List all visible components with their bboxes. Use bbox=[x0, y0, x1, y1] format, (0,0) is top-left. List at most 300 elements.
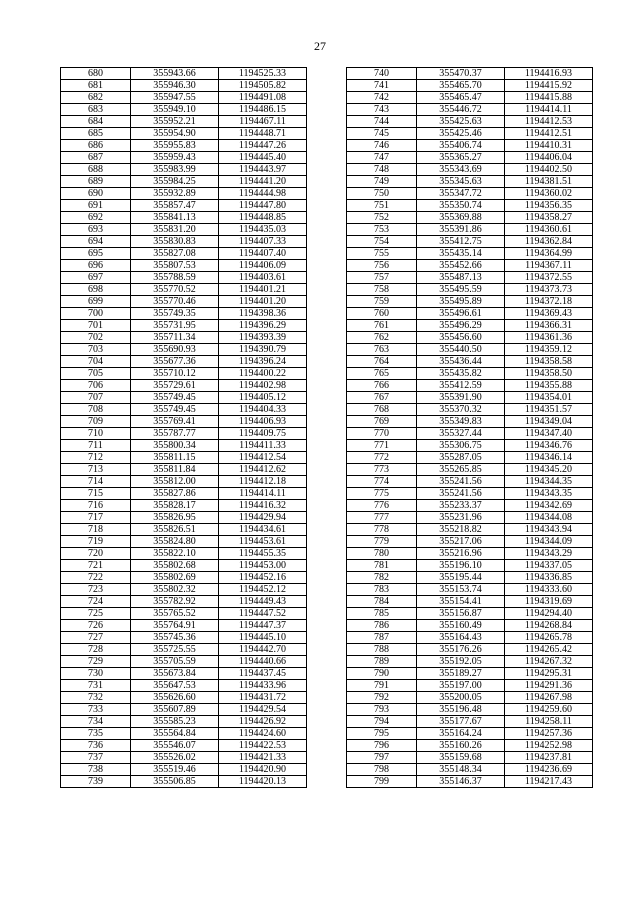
y-coordinate-cell: 1194358.27 bbox=[505, 212, 593, 224]
x-coordinate-cell: 355506.85 bbox=[131, 776, 219, 788]
y-coordinate-cell: 1194343.94 bbox=[505, 524, 593, 536]
x-coordinate-cell: 355519.46 bbox=[131, 764, 219, 776]
y-coordinate-cell: 1194346.76 bbox=[505, 440, 593, 452]
y-coordinate-cell: 1194265.42 bbox=[505, 644, 593, 656]
point-number-cell: 764 bbox=[347, 356, 417, 368]
point-number-cell: 791 bbox=[347, 680, 417, 692]
y-coordinate-cell: 1194406.09 bbox=[219, 260, 307, 272]
y-coordinate-cell: 1194360.61 bbox=[505, 224, 593, 236]
table-row bbox=[61, 284, 307, 296]
point-number-cell: 768 bbox=[347, 404, 417, 416]
y-coordinate-cell: 1194404.33 bbox=[219, 404, 307, 416]
y-coordinate-cell: 1194361.36 bbox=[505, 332, 593, 344]
point-number-cell: 735 bbox=[61, 728, 131, 740]
x-coordinate-cell: 355585.23 bbox=[131, 716, 219, 728]
table-row bbox=[61, 428, 307, 440]
x-coordinate-cell: 355470.37 bbox=[417, 68, 505, 80]
point-number-cell: 696 bbox=[61, 260, 131, 272]
point-number-cell: 713 bbox=[61, 464, 131, 476]
x-coordinate-cell: 355241.56 bbox=[417, 476, 505, 488]
x-coordinate-cell: 355831.20 bbox=[131, 224, 219, 236]
x-coordinate-cell: 355349.83 bbox=[417, 416, 505, 428]
table-row bbox=[61, 752, 307, 764]
table-row bbox=[61, 632, 307, 644]
point-number-cell: 686 bbox=[61, 140, 131, 152]
y-coordinate-cell: 1194443.97 bbox=[219, 164, 307, 176]
y-coordinate-cell: 1194400.22 bbox=[219, 368, 307, 380]
point-number-cell: 792 bbox=[347, 692, 417, 704]
x-coordinate-cell: 355425.63 bbox=[417, 116, 505, 128]
y-coordinate-cell: 1194372.55 bbox=[505, 272, 593, 284]
y-coordinate-cell: 1194369.43 bbox=[505, 308, 593, 320]
point-number-cell: 702 bbox=[61, 332, 131, 344]
point-number-cell: 750 bbox=[347, 188, 417, 200]
table-row bbox=[347, 536, 593, 548]
y-coordinate-cell: 1194405.12 bbox=[219, 392, 307, 404]
y-coordinate-cell: 1194415.88 bbox=[505, 92, 593, 104]
point-number-cell: 749 bbox=[347, 176, 417, 188]
y-coordinate-cell: 1194434.61 bbox=[219, 524, 307, 536]
point-number-cell: 719 bbox=[61, 536, 131, 548]
x-coordinate-cell: 355159.68 bbox=[417, 752, 505, 764]
table-row bbox=[347, 548, 593, 560]
table-row bbox=[61, 128, 307, 140]
table-row bbox=[61, 356, 307, 368]
table-row bbox=[347, 428, 593, 440]
table-row bbox=[347, 488, 593, 500]
y-coordinate-cell: 1194398.36 bbox=[219, 308, 307, 320]
table-row bbox=[61, 392, 307, 404]
table-row bbox=[347, 524, 593, 536]
point-number-cell: 708 bbox=[61, 404, 131, 416]
table-row bbox=[347, 392, 593, 404]
x-coordinate-cell: 355231.96 bbox=[417, 512, 505, 524]
x-coordinate-cell: 355811.84 bbox=[131, 464, 219, 476]
table-row bbox=[347, 512, 593, 524]
x-coordinate-cell: 355946.30 bbox=[131, 80, 219, 92]
x-coordinate-cell: 355745.36 bbox=[131, 632, 219, 644]
x-coordinate-cell: 355241.56 bbox=[417, 488, 505, 500]
point-number-cell: 745 bbox=[347, 128, 417, 140]
table-row bbox=[61, 488, 307, 500]
x-coordinate-cell: 355729.61 bbox=[131, 380, 219, 392]
x-coordinate-cell: 355828.17 bbox=[131, 500, 219, 512]
y-coordinate-cell: 1194407.33 bbox=[219, 236, 307, 248]
table-row bbox=[61, 740, 307, 752]
table-row bbox=[61, 188, 307, 200]
point-number-cell: 689 bbox=[61, 176, 131, 188]
y-coordinate-cell: 1194351.57 bbox=[505, 404, 593, 416]
x-coordinate-cell: 355496.29 bbox=[417, 320, 505, 332]
table-row bbox=[347, 764, 593, 776]
y-coordinate-cell: 1194359.12 bbox=[505, 344, 593, 356]
table-row bbox=[61, 596, 307, 608]
x-coordinate-cell: 355164.43 bbox=[417, 632, 505, 644]
table-row bbox=[61, 608, 307, 620]
table-row bbox=[61, 380, 307, 392]
table-row bbox=[347, 68, 593, 80]
point-number-cell: 785 bbox=[347, 608, 417, 620]
point-number-cell: 777 bbox=[347, 512, 417, 524]
x-coordinate-cell: 355347.72 bbox=[417, 188, 505, 200]
x-coordinate-cell: 355749.45 bbox=[131, 404, 219, 416]
x-coordinate-cell: 355196.48 bbox=[417, 704, 505, 716]
point-number-cell: 773 bbox=[347, 464, 417, 476]
table-row bbox=[347, 452, 593, 464]
table-row bbox=[61, 236, 307, 248]
point-number-cell: 712 bbox=[61, 452, 131, 464]
table-row bbox=[347, 332, 593, 344]
table-row bbox=[61, 728, 307, 740]
point-number-cell: 727 bbox=[61, 632, 131, 644]
table-row bbox=[61, 92, 307, 104]
x-coordinate-cell: 355452.66 bbox=[417, 260, 505, 272]
x-coordinate-cell: 355350.74 bbox=[417, 200, 505, 212]
x-coordinate-cell: 355406.74 bbox=[417, 140, 505, 152]
x-coordinate-cell: 355765.52 bbox=[131, 608, 219, 620]
x-coordinate-cell: 355412.75 bbox=[417, 236, 505, 248]
table-row bbox=[61, 716, 307, 728]
table-row bbox=[61, 776, 307, 788]
point-number-cell: 760 bbox=[347, 308, 417, 320]
y-coordinate-cell: 1194414.11 bbox=[219, 488, 307, 500]
x-coordinate-cell: 355306.75 bbox=[417, 440, 505, 452]
point-number-cell: 753 bbox=[347, 224, 417, 236]
point-number-cell: 700 bbox=[61, 308, 131, 320]
y-coordinate-cell: 1194437.45 bbox=[219, 668, 307, 680]
y-coordinate-cell: 1194346.14 bbox=[505, 452, 593, 464]
point-number-cell: 762 bbox=[347, 332, 417, 344]
y-coordinate-cell: 1194345.20 bbox=[505, 464, 593, 476]
point-number-cell: 754 bbox=[347, 236, 417, 248]
y-coordinate-cell: 1194236.69 bbox=[505, 764, 593, 776]
point-number-cell: 681 bbox=[61, 80, 131, 92]
table-row bbox=[61, 80, 307, 92]
x-coordinate-cell: 355788.59 bbox=[131, 272, 219, 284]
y-coordinate-cell: 1194267.98 bbox=[505, 692, 593, 704]
point-number-cell: 743 bbox=[347, 104, 417, 116]
point-number-cell: 763 bbox=[347, 344, 417, 356]
y-coordinate-cell: 1194342.69 bbox=[505, 500, 593, 512]
point-number-cell: 729 bbox=[61, 656, 131, 668]
y-coordinate-cell: 1194467.11 bbox=[219, 116, 307, 128]
y-coordinate-cell: 1194356.35 bbox=[505, 200, 593, 212]
point-number-cell: 744 bbox=[347, 116, 417, 128]
table-row bbox=[347, 560, 593, 572]
y-coordinate-cell: 1194447.26 bbox=[219, 140, 307, 152]
y-coordinate-cell: 1194366.31 bbox=[505, 320, 593, 332]
point-number-cell: 784 bbox=[347, 596, 417, 608]
table-row bbox=[347, 236, 593, 248]
point-number-cell: 778 bbox=[347, 524, 417, 536]
y-coordinate-cell: 1194444.98 bbox=[219, 188, 307, 200]
y-coordinate-cell: 1194422.53 bbox=[219, 740, 307, 752]
x-coordinate-cell: 355770.52 bbox=[131, 284, 219, 296]
point-number-cell: 787 bbox=[347, 632, 417, 644]
x-coordinate-cell: 355802.69 bbox=[131, 572, 219, 584]
y-coordinate-cell: 1194294.40 bbox=[505, 608, 593, 620]
point-number-cell: 751 bbox=[347, 200, 417, 212]
point-number-cell: 790 bbox=[347, 668, 417, 680]
point-number-cell: 748 bbox=[347, 164, 417, 176]
table-row bbox=[347, 320, 593, 332]
table-row bbox=[347, 728, 593, 740]
table-row bbox=[61, 104, 307, 116]
table-row bbox=[347, 344, 593, 356]
x-coordinate-cell: 355495.89 bbox=[417, 296, 505, 308]
x-coordinate-cell: 355949.10 bbox=[131, 104, 219, 116]
x-coordinate-cell: 355841.13 bbox=[131, 212, 219, 224]
x-coordinate-cell: 355955.83 bbox=[131, 140, 219, 152]
y-coordinate-cell: 1194344.35 bbox=[505, 476, 593, 488]
x-coordinate-cell: 355192.05 bbox=[417, 656, 505, 668]
table-row bbox=[347, 464, 593, 476]
point-number-cell: 794 bbox=[347, 716, 417, 728]
x-coordinate-cell: 355345.63 bbox=[417, 176, 505, 188]
x-coordinate-cell: 355176.26 bbox=[417, 644, 505, 656]
y-coordinate-cell: 1194414.11 bbox=[505, 104, 593, 116]
table-row bbox=[61, 548, 307, 560]
table-row bbox=[61, 764, 307, 776]
y-coordinate-cell: 1194449.43 bbox=[219, 596, 307, 608]
x-coordinate-cell: 355769.41 bbox=[131, 416, 219, 428]
y-coordinate-cell: 1194257.36 bbox=[505, 728, 593, 740]
x-coordinate-cell: 355217.06 bbox=[417, 536, 505, 548]
point-number-cell: 739 bbox=[61, 776, 131, 788]
x-coordinate-cell: 355943.66 bbox=[131, 68, 219, 80]
point-number-cell: 770 bbox=[347, 428, 417, 440]
x-coordinate-cell: 355770.46 bbox=[131, 296, 219, 308]
table-row bbox=[347, 620, 593, 632]
y-coordinate-cell: 1194453.00 bbox=[219, 560, 307, 572]
y-coordinate-cell: 1194411.33 bbox=[219, 440, 307, 452]
y-coordinate-cell: 1194445.10 bbox=[219, 632, 307, 644]
y-coordinate-cell: 1194258.11 bbox=[505, 716, 593, 728]
point-number-cell: 772 bbox=[347, 452, 417, 464]
table-row bbox=[347, 92, 593, 104]
table-row bbox=[61, 164, 307, 176]
point-number-cell: 684 bbox=[61, 116, 131, 128]
y-coordinate-cell: 1194259.60 bbox=[505, 704, 593, 716]
table-row bbox=[61, 536, 307, 548]
y-coordinate-cell: 1194447.80 bbox=[219, 200, 307, 212]
y-coordinate-cell: 1194410.31 bbox=[505, 140, 593, 152]
table-row bbox=[61, 500, 307, 512]
point-number-cell: 747 bbox=[347, 152, 417, 164]
table-row bbox=[61, 680, 307, 692]
point-number-cell: 788 bbox=[347, 644, 417, 656]
y-coordinate-cell: 1194354.01 bbox=[505, 392, 593, 404]
point-number-cell: 682 bbox=[61, 92, 131, 104]
table-row bbox=[347, 476, 593, 488]
y-coordinate-cell: 1194343.29 bbox=[505, 548, 593, 560]
point-number-cell: 755 bbox=[347, 248, 417, 260]
y-coordinate-cell: 1194455.35 bbox=[219, 548, 307, 560]
table-row bbox=[61, 440, 307, 452]
point-number-cell: 798 bbox=[347, 764, 417, 776]
point-number-cell: 698 bbox=[61, 284, 131, 296]
x-coordinate-cell: 355564.84 bbox=[131, 728, 219, 740]
point-number-cell: 728 bbox=[61, 644, 131, 656]
y-coordinate-cell: 1194367.11 bbox=[505, 260, 593, 272]
table-row bbox=[347, 680, 593, 692]
x-coordinate-cell: 355456.60 bbox=[417, 332, 505, 344]
y-coordinate-cell: 1194412.54 bbox=[219, 452, 307, 464]
table-row bbox=[61, 560, 307, 572]
x-coordinate-cell: 355195.44 bbox=[417, 572, 505, 584]
y-coordinate-cell: 1194401.21 bbox=[219, 284, 307, 296]
point-number-cell: 757 bbox=[347, 272, 417, 284]
y-coordinate-cell: 1194420.13 bbox=[219, 776, 307, 788]
table-row bbox=[347, 368, 593, 380]
table-row bbox=[61, 572, 307, 584]
point-number-cell: 796 bbox=[347, 740, 417, 752]
point-number-cell: 725 bbox=[61, 608, 131, 620]
y-coordinate-cell: 1194406.93 bbox=[219, 416, 307, 428]
table-row bbox=[347, 584, 593, 596]
x-coordinate-cell: 355607.89 bbox=[131, 704, 219, 716]
y-coordinate-cell: 1194360.02 bbox=[505, 188, 593, 200]
x-coordinate-cell: 355526.02 bbox=[131, 752, 219, 764]
x-coordinate-cell: 355164.24 bbox=[417, 728, 505, 740]
coordinates-table-right-body bbox=[347, 68, 593, 788]
y-coordinate-cell: 1194401.20 bbox=[219, 296, 307, 308]
table-row bbox=[347, 224, 593, 236]
y-coordinate-cell: 1194452.12 bbox=[219, 584, 307, 596]
x-coordinate-cell: 355446.72 bbox=[417, 104, 505, 116]
y-coordinate-cell: 1194412.18 bbox=[219, 476, 307, 488]
y-coordinate-cell: 1194396.29 bbox=[219, 320, 307, 332]
point-number-cell: 789 bbox=[347, 656, 417, 668]
point-number-cell: 779 bbox=[347, 536, 417, 548]
y-coordinate-cell: 1194412.62 bbox=[219, 464, 307, 476]
x-coordinate-cell: 355265.85 bbox=[417, 464, 505, 476]
table-row bbox=[61, 452, 307, 464]
x-coordinate-cell: 355153.74 bbox=[417, 584, 505, 596]
x-coordinate-cell: 355435.82 bbox=[417, 368, 505, 380]
point-number-cell: 707 bbox=[61, 392, 131, 404]
table-row bbox=[347, 704, 593, 716]
point-number-cell: 799 bbox=[347, 776, 417, 788]
table-row bbox=[61, 704, 307, 716]
y-coordinate-cell: 1194442.70 bbox=[219, 644, 307, 656]
x-coordinate-cell: 355487.13 bbox=[417, 272, 505, 284]
x-coordinate-cell: 355787.77 bbox=[131, 428, 219, 440]
y-coordinate-cell: 1194448.85 bbox=[219, 212, 307, 224]
y-coordinate-cell: 1194452.16 bbox=[219, 572, 307, 584]
x-coordinate-cell: 355370.32 bbox=[417, 404, 505, 416]
coordinates-table-left-body bbox=[61, 68, 307, 788]
x-coordinate-cell: 355197.00 bbox=[417, 680, 505, 692]
y-coordinate-cell: 1194433.96 bbox=[219, 680, 307, 692]
table-row bbox=[347, 596, 593, 608]
point-number-cell: 705 bbox=[61, 368, 131, 380]
x-coordinate-cell: 355365.27 bbox=[417, 152, 505, 164]
y-coordinate-cell: 1194344.09 bbox=[505, 536, 593, 548]
y-coordinate-cell: 1194412.51 bbox=[505, 128, 593, 140]
y-coordinate-cell: 1194265.78 bbox=[505, 632, 593, 644]
table-row bbox=[347, 296, 593, 308]
point-number-cell: 721 bbox=[61, 560, 131, 572]
y-coordinate-cell: 1194424.60 bbox=[219, 728, 307, 740]
point-number-cell: 703 bbox=[61, 344, 131, 356]
y-coordinate-cell: 1194420.90 bbox=[219, 764, 307, 776]
point-number-cell: 710 bbox=[61, 428, 131, 440]
point-number-cell: 694 bbox=[61, 236, 131, 248]
y-coordinate-cell: 1194364.99 bbox=[505, 248, 593, 260]
x-coordinate-cell: 355800.34 bbox=[131, 440, 219, 452]
point-number-cell: 775 bbox=[347, 488, 417, 500]
y-coordinate-cell: 1194426.92 bbox=[219, 716, 307, 728]
table-row bbox=[61, 248, 307, 260]
point-number-cell: 687 bbox=[61, 152, 131, 164]
x-coordinate-cell: 355673.84 bbox=[131, 668, 219, 680]
table-row bbox=[61, 524, 307, 536]
y-coordinate-cell: 1194406.04 bbox=[505, 152, 593, 164]
x-coordinate-cell: 355764.91 bbox=[131, 620, 219, 632]
coordinates-table-left bbox=[60, 67, 307, 788]
table-row bbox=[347, 404, 593, 416]
y-coordinate-cell: 1194491.08 bbox=[219, 92, 307, 104]
table-row bbox=[61, 260, 307, 272]
x-coordinate-cell: 355824.80 bbox=[131, 536, 219, 548]
y-coordinate-cell: 1194441.20 bbox=[219, 176, 307, 188]
x-coordinate-cell: 355189.27 bbox=[417, 668, 505, 680]
table-row bbox=[347, 776, 593, 788]
x-coordinate-cell: 355287.05 bbox=[417, 452, 505, 464]
point-number-cell: 699 bbox=[61, 296, 131, 308]
table-row bbox=[347, 356, 593, 368]
table-row bbox=[61, 368, 307, 380]
point-number-cell: 724 bbox=[61, 596, 131, 608]
point-number-cell: 759 bbox=[347, 296, 417, 308]
point-number-cell: 734 bbox=[61, 716, 131, 728]
y-coordinate-cell: 1194453.61 bbox=[219, 536, 307, 548]
y-coordinate-cell: 1194362.84 bbox=[505, 236, 593, 248]
x-coordinate-cell: 355327.44 bbox=[417, 428, 505, 440]
point-number-cell: 704 bbox=[61, 356, 131, 368]
table-row bbox=[61, 464, 307, 476]
table-row bbox=[347, 716, 593, 728]
table-row bbox=[347, 248, 593, 260]
x-coordinate-cell: 355148.34 bbox=[417, 764, 505, 776]
table-row bbox=[347, 572, 593, 584]
x-coordinate-cell: 355200.05 bbox=[417, 692, 505, 704]
x-coordinate-cell: 355731.95 bbox=[131, 320, 219, 332]
table-row bbox=[61, 692, 307, 704]
y-coordinate-cell: 1194336.85 bbox=[505, 572, 593, 584]
y-coordinate-cell: 1194291.36 bbox=[505, 680, 593, 692]
y-coordinate-cell: 1194412.53 bbox=[505, 116, 593, 128]
x-coordinate-cell: 355495.59 bbox=[417, 284, 505, 296]
point-number-cell: 741 bbox=[347, 80, 417, 92]
table-row bbox=[61, 620, 307, 632]
table-row bbox=[347, 200, 593, 212]
x-coordinate-cell: 355546.07 bbox=[131, 740, 219, 752]
y-coordinate-cell: 1194372.18 bbox=[505, 296, 593, 308]
table-row bbox=[61, 344, 307, 356]
y-coordinate-cell: 1194343.35 bbox=[505, 488, 593, 500]
y-coordinate-cell: 1194415.92 bbox=[505, 80, 593, 92]
y-coordinate-cell: 1194447.37 bbox=[219, 620, 307, 632]
x-coordinate-cell: 355233.37 bbox=[417, 500, 505, 512]
point-number-cell: 688 bbox=[61, 164, 131, 176]
table-row bbox=[61, 476, 307, 488]
y-coordinate-cell: 1194486.15 bbox=[219, 104, 307, 116]
x-coordinate-cell: 355827.08 bbox=[131, 248, 219, 260]
y-coordinate-cell: 1194349.04 bbox=[505, 416, 593, 428]
table-row bbox=[347, 152, 593, 164]
